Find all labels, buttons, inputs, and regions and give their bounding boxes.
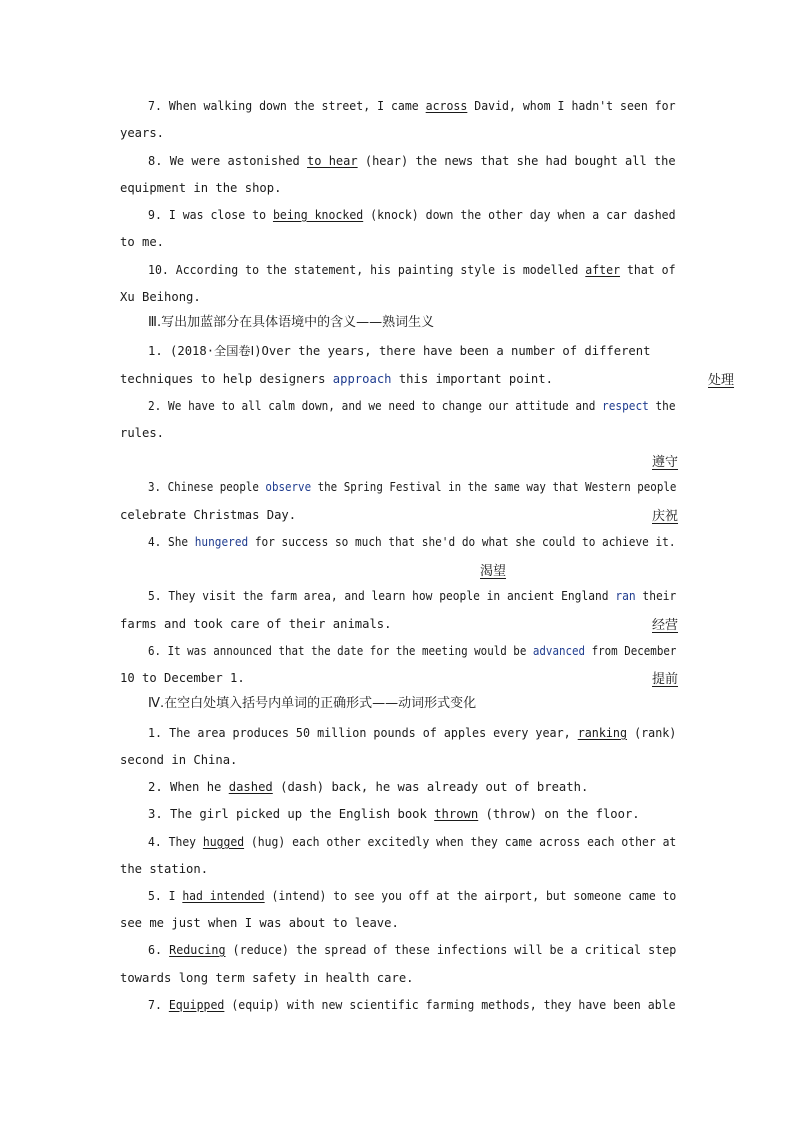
s3-q5-answer: 经营	[652, 618, 679, 633]
s4-q4-line1	[148, 834, 676, 850]
s4-q5-line1	[148, 888, 676, 904]
answer-blank: hugged	[202, 835, 245, 849]
answer-blank: thrown	[434, 807, 479, 821]
q-text: We have to all calm down, and we need to change our attitude and	[161, 399, 603, 413]
q-text	[162, 943, 169, 957]
s4-q6-line2: towards long term safety in health care.	[120, 971, 414, 985]
blue-keyword: hungered	[194, 535, 249, 549]
answer-blank: Equipped	[168, 998, 225, 1012]
blue-keyword: advanced	[532, 644, 586, 658]
s2-q7-line1	[148, 98, 676, 114]
q-number: 2.	[148, 399, 162, 413]
section3-heading: Ⅲ.写出加蓝部分在具体语境中的含义——熟词生义	[148, 315, 435, 330]
s3-q4-line1	[148, 534, 676, 550]
q-number: 6.	[148, 644, 162, 658]
q-number: 4.	[148, 535, 162, 549]
s3-q1-answer: 处理	[708, 373, 735, 388]
q-text: It was announced that the date for the meeting would be	[161, 644, 533, 658]
q-number: 4.	[148, 835, 162, 849]
q-number: 5.	[148, 889, 162, 903]
q-text: She	[161, 535, 195, 549]
q-number: 2.	[148, 780, 163, 794]
blue-keyword: observe	[265, 480, 312, 494]
answer-blank: being knocked	[272, 208, 364, 222]
s4-q1-line2: second in China.	[120, 753, 238, 767]
s3-q5-line2: farms and took care of their animals.	[120, 617, 392, 631]
s3-q1-line2	[120, 371, 553, 387]
q-text: I was close to	[161, 208, 273, 222]
s4-q3-line1	[148, 806, 640, 822]
q-number: 1.	[148, 726, 163, 740]
q-text: I	[161, 889, 183, 903]
q-text: techniques to help designers	[120, 372, 333, 386]
s3-q1-line1	[148, 343, 650, 359]
q-number: 3.	[148, 807, 163, 821]
answer-blank: across	[425, 99, 468, 113]
q-text	[162, 998, 169, 1012]
s2-q10-line2: Xu Beihong.	[120, 290, 201, 304]
q-text: They visit the farm area, and learn how people in ancient England	[161, 589, 616, 603]
s2-q9-line2: to me.	[120, 235, 165, 249]
section4-heading: Ⅳ.在空白处填入括号内单词的正确形式——动词形式变化	[148, 696, 477, 711]
blue-keyword: approach	[332, 372, 392, 386]
s3-q6-line1	[148, 643, 676, 659]
q-text: We were astonished	[162, 154, 308, 168]
q-text: (knock) down the other day when a car dashed	[363, 208, 676, 222]
s4-q2-line1	[148, 779, 588, 795]
q-number: 1	[148, 344, 156, 358]
s2-q10-line1	[148, 262, 676, 278]
q-text: the	[648, 399, 676, 413]
s3-q2-line1	[148, 398, 676, 414]
s4-q5-line2: see me just when I was about to leave.	[120, 916, 399, 930]
blue-keyword: respect	[602, 399, 649, 413]
s3-q3-line1	[148, 479, 676, 495]
q-text: from December	[585, 644, 677, 658]
s4-q7-line1	[148, 997, 676, 1013]
q-text: When walking down the street, I came	[161, 99, 426, 113]
q-text: The girl picked up the English book	[162, 807, 435, 821]
s2-q8-line1	[148, 153, 676, 169]
answer-blank: to hear	[307, 154, 358, 168]
q-number: 6.	[148, 943, 163, 957]
s3-q3-answer: 庆祝	[652, 509, 679, 524]
s3-q5-line1	[148, 588, 676, 604]
q-text: their	[635, 589, 677, 603]
q-number: 7.	[148, 998, 162, 1012]
q-text: (rank)	[627, 726, 677, 740]
q-text: . (2018·全国卷Ⅰ)Over the years, there have been a number of different	[155, 344, 651, 358]
q-text: (hug) each other excitedly when they came across each other at	[244, 835, 677, 849]
answer-blank: ranking	[577, 726, 628, 740]
s3-q2-answer: 遵守	[652, 455, 679, 470]
s2-q9-line1	[148, 207, 676, 223]
q-text: (equip) with new scientific farming methods, they have been able	[224, 998, 676, 1012]
q-number: 8.	[148, 154, 163, 168]
q-text: the Spring Festival in the same way that Western people	[311, 480, 677, 494]
s3-q3-line2: celebrate Christmas Day.	[120, 508, 297, 522]
q-text: (hear) the news that she had bought all the	[357, 154, 676, 168]
q-number: 5.	[148, 589, 162, 603]
q-text: Chinese people	[161, 480, 266, 494]
answer-blank: Reducing	[169, 943, 226, 957]
s3-q4-answer: 渴望	[480, 564, 507, 579]
q-text: this important point.	[391, 372, 553, 386]
s4-q6-line1	[148, 942, 676, 958]
q-text: (throw) on the floor.	[478, 807, 640, 821]
q-text: (reduce) the spread of these infections will be a critical step	[225, 943, 677, 957]
q-text: When he	[162, 780, 229, 794]
q-text: (intend) to see you off at the airport, but someone came to	[264, 889, 677, 903]
s2-q7-line2: years.	[120, 126, 165, 140]
s4-q1-line1	[148, 725, 676, 741]
blue-keyword: ran	[615, 589, 636, 603]
q-text: The area produces 50 million pounds of apples every year,	[162, 726, 578, 740]
q-number: 9.	[148, 208, 162, 222]
q-text: They	[161, 835, 203, 849]
s3-q2-line2: rules.	[120, 426, 165, 440]
s2-q8-line2: equipment in the shop.	[120, 181, 282, 195]
answer-blank: had intended	[182, 889, 265, 903]
q-number: 7.	[148, 99, 162, 113]
s4-q4-line2: the station.	[120, 862, 209, 876]
answer-blank: after	[585, 263, 621, 277]
answer-blank: dashed	[228, 780, 273, 794]
q-text: that of	[620, 263, 676, 277]
q-number: 3.	[148, 480, 162, 494]
s3-q6-answer: 提前	[652, 672, 679, 687]
q-text: for success so much that she'd do what she could to achieve it.	[248, 535, 676, 549]
q-text: (dash) back, he was already out of breath.	[272, 780, 589, 794]
q-text: According to the statement, his painting style is modelled	[168, 263, 586, 277]
s3-q6-line2: 10 to December 1.	[120, 671, 245, 685]
q-text: David, whom I hadn't seen for	[467, 99, 676, 113]
q-number: 10.	[148, 263, 169, 277]
